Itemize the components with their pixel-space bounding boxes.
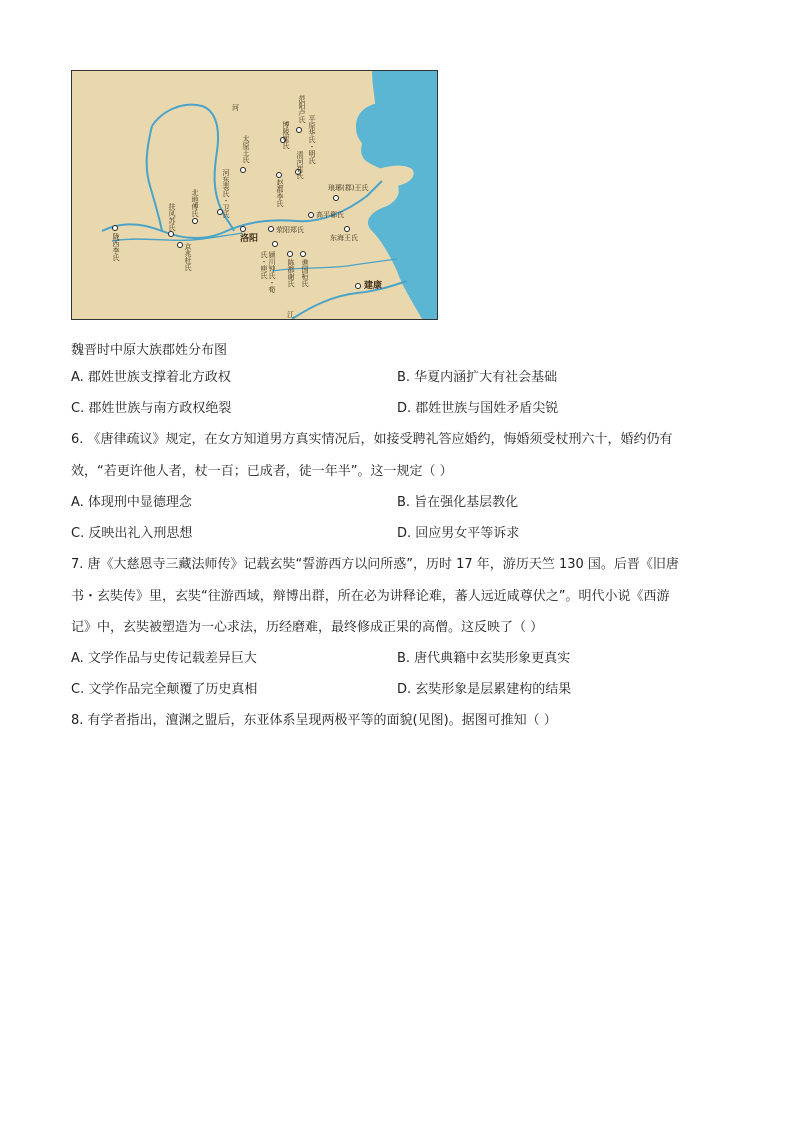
label-donghai: 东海王氏 <box>330 234 358 242</box>
label-fanyang: 范阳卢氏 <box>298 95 306 123</box>
city-dot-zhaojun <box>276 172 282 178</box>
label-beidi: 北地傅氏 <box>191 189 199 217</box>
city-dot-gaoping <box>308 212 314 218</box>
q7-option-b[interactable]: B. 唐代典籍中玄奘形象更真实 <box>397 651 571 666</box>
label-gaoping: 高平郗氏 <box>316 211 344 219</box>
city-dot-beidi <box>192 218 198 224</box>
label-longxi: 陇西李氏 <box>112 233 120 261</box>
label-luoyang: 洛阳 <box>240 234 259 244</box>
city-dot-chenjun <box>287 251 293 257</box>
q8-stem-line1: 8. 有学者指出，澶渊之盟后，东亚体系呈现两极平等的面貌(见图)。据图可推知（ ） <box>71 713 557 728</box>
city-dot-xingyang <box>268 226 274 232</box>
city-dot-qiaoguo <box>300 251 306 257</box>
city-dot-langye <box>333 195 339 201</box>
q5-option-b[interactable]: B. 华夏内涵扩大有社会基础 <box>397 370 558 385</box>
q7-option-d[interactable]: D. 玄奘形象是层累建构的结果 <box>397 682 572 697</box>
label-qinghe: 清河崔氏 <box>296 151 304 179</box>
city-dot-jingzhao <box>177 242 183 248</box>
q5-option-d[interactable]: D. 郡姓世族与国姓矛盾尖锐 <box>397 401 559 416</box>
q7-stem-line2: 书・玄奘传》里，玄奘“往游西域，辩博出群，所在必为讲释论难，蕃人远近咸尊伏之”。明代小说《西游 <box>71 589 670 604</box>
q6-option-a[interactable]: A. 体现刑中显德理念 <box>71 495 192 510</box>
q6-option-b[interactable]: B. 旨在强化基层教化 <box>397 495 519 510</box>
city-dot-longxi <box>112 225 118 231</box>
yangtze-river <box>292 281 407 319</box>
label-river-jiang: 江 <box>287 311 294 319</box>
label-fufeng: 扶风苏氏 <box>168 203 176 231</box>
city-dot-taiyuan <box>240 167 246 173</box>
q7-stem-line1: 7. 唐《大慈恩寺三藏法师传》记载玄奘“誓游西方以问所惑”，历时 17 年，游历天竺 130 国。后晋《旧唐 <box>71 557 679 572</box>
city-dot-luoyang <box>240 226 246 232</box>
clan-distribution-map <box>71 70 438 320</box>
map-background <box>72 71 437 319</box>
label-jingzhao: 京兆杜氏 <box>184 243 192 271</box>
label-chenjun: 陈郡谢氏 <box>287 259 295 287</box>
q7-option-c[interactable]: C. 文学作品完全颠覆了历史真相 <box>71 682 258 697</box>
label-xingyang: 荥阳郑氏 <box>276 226 304 234</box>
city-dot-donghai <box>344 226 350 232</box>
q6-option-d[interactable]: D. 回应男女平等诉求 <box>397 526 520 541</box>
q6-stem-line1: 6. 《唐律疏议》规定，在女方知道男方真实情况后，如接受聘礼答应婚约，悔婚须受杖刑六十，婚约仍有 <box>71 432 673 447</box>
q6-stem-line2: 效，“若更许他人者，杖一百；已成者，徒一年半”。这一规定（ ） <box>71 464 453 479</box>
wei-river <box>112 233 242 241</box>
label-river-he: 河 <box>232 104 239 112</box>
q7-option-a[interactable]: A. 文学作品与史传记载差异巨大 <box>71 651 257 666</box>
map-caption: 魏晋时中原大族郡姓分布图 <box>71 343 228 358</box>
yellow-river-west <box>147 126 162 231</box>
label-langye: 琅琊(郡)王氏 <box>328 184 369 192</box>
label-jiankang: 建康 <box>364 281 383 291</box>
label-zhaojun: 赵郡李氏 <box>276 179 284 207</box>
city-dot-yingchuan <box>272 241 278 247</box>
label-pingyuan: 平原华氏・明氏 <box>308 115 316 164</box>
city-dot-jiankang <box>355 283 361 289</box>
label-qiaoguo: 谯国桓氏 <box>301 259 309 287</box>
q5-option-a[interactable]: A. 郡姓世族支撑着北方政权 <box>71 370 231 385</box>
q5-option-c[interactable]: C. 郡姓世族与南方政权绝裂 <box>71 401 232 416</box>
label-taiyuan: 太原王氏 <box>242 135 250 163</box>
city-dot-fufeng <box>168 231 174 237</box>
q6-option-c[interactable]: C. 反映出礼入刑思想 <box>71 526 193 541</box>
q7-stem-line3: 记》中，玄奘被塑造为一心求法，历经磨难，最终修成正果的高僧。这反映了（ ） <box>71 620 544 635</box>
label-yingchuan: 颍川钟氏・荀氏・庾氏 <box>260 251 276 293</box>
city-dot-fanyang <box>296 127 302 133</box>
label-boling: 博陵崔氏 <box>282 121 290 149</box>
label-hedong: 河东裴氏・卫氏 <box>222 169 230 218</box>
